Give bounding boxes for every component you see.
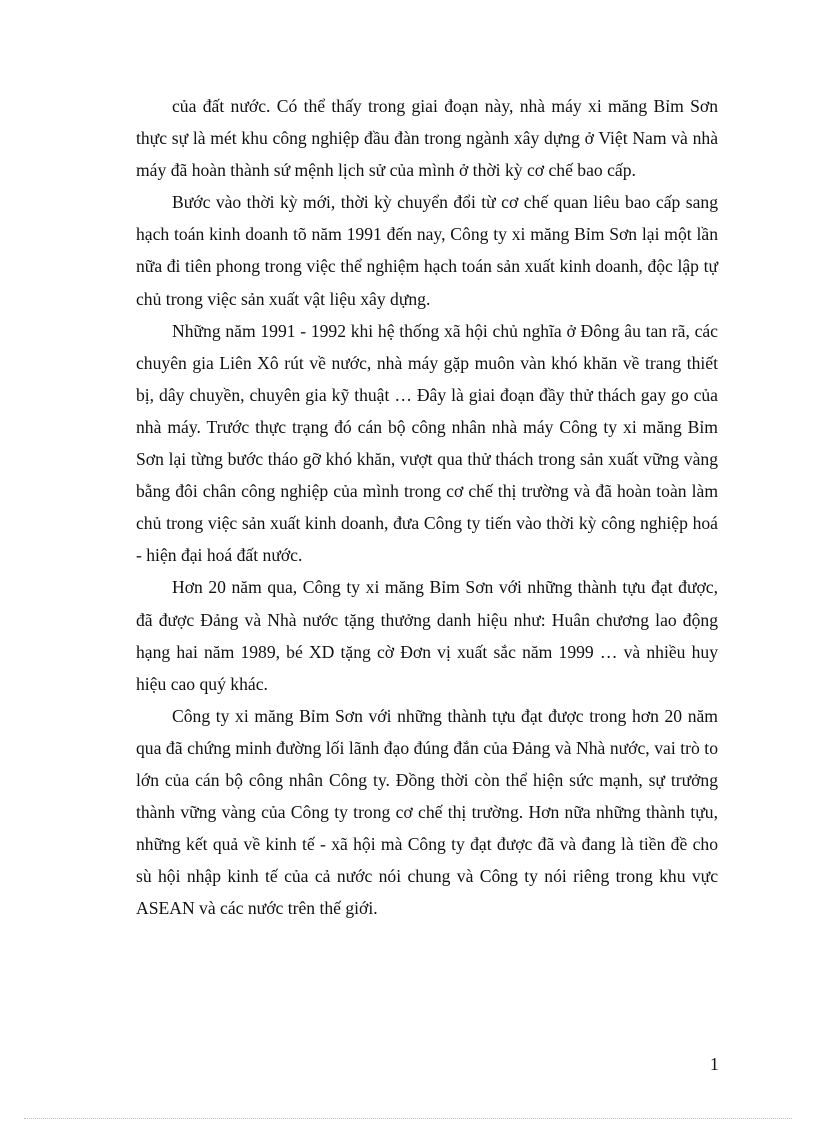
paragraph-5: Công ty xi măng Bỉm Sơn với những thành tựu đạt được trong hơn 20 năm qua đã chứng minh đường lối lãnh đạo đúng đắn của Đảng và Nhà nước, vai trò to lớn của cán bộ công nhân Công ty. Đồng thời còn thể hiện sức mạnh, sự trưởng thành vững vàng của Công ty trong cơ chế thị trường. Hơn nữa những thành tựu, những kết quả về kinh tế - xã hội mà Công ty đạt được đã và đang là tiền đề cho sù hội nhập kinh tế của cả nước nói chung và Công ty nói riêng trong khu vực ASEAN và các nước trên thế giới. <box>136 705 718 919</box>
paragraph-1: của đất nước. Có thể thấy trong giai đoạn này, nhà máy xi măng Bỉm Sơn thực sự là mét khu công nghiệp đầu đàn trong ngành xây dựng ở Việt Nam và nhà máy đã hoàn thành sứ mệnh lịch sử của mình ở thời kỳ cơ chế bao cấp. <box>136 96 718 181</box>
page-number: 1 <box>710 1054 719 1074</box>
paragraph-2: Bước vào thời kỳ mới, thời kỳ chuyển đổi từ cơ chế quan liêu bao cấp sang hạch toán kinh doanh tõ năm 1991 đến nay, Công ty xi măng Bỉm Sơn lại một lần nữa đi tiên phong trong việc thể nghiệm hạch toán sản xuất kinh doanh, độc lập tự chủ trong việc sản xuất vật liệu xây dựng. <box>136 192 718 309</box>
paragraph-4: Hơn 20 năm qua, Công ty xi măng Bỉm Sơn với những thành tựu đạt được, đã được Đảng và Nhà nước tặng thưởng danh hiệu như: Huân chương lao động hạng hai năm 1989, bé XD tặng cờ Đơn vị xuất sắc năm 1999 … và nhiều huy hiệu cao quý khác. <box>136 577 718 694</box>
document-body <box>136 90 718 924</box>
paragraph-3: Những năm 1991 - 1992 khi hệ thống xã hội chủ nghĩa ở Đông âu tan rã, các chuyên gia Liên Xô rút về nước, nhà máy gặp muôn vàn khó khăn về trang thiết bị, dây chuyền, chuyên gia kỹ thuật … Đây là giai đoạn đầy thử thách gay go của nhà máy. Trước thực trạng đó cán bộ công nhân nhà máy Công ty xi măng Bỉm Sơn lại từng bước tháo gỡ khó khăn, vượt qua thử thách trong sản xuất vững vàng bằng đôi chân công nghiệp của mình trong cơ chế thị trường và đã hoàn toàn làm chủ trong việc sản xuất kinh doanh, đưa Công ty tiến vào thời kỳ công nghiệp hoá - hiện đại hoá đất nước. <box>136 320 718 566</box>
page-divider <box>24 1118 792 1119</box>
